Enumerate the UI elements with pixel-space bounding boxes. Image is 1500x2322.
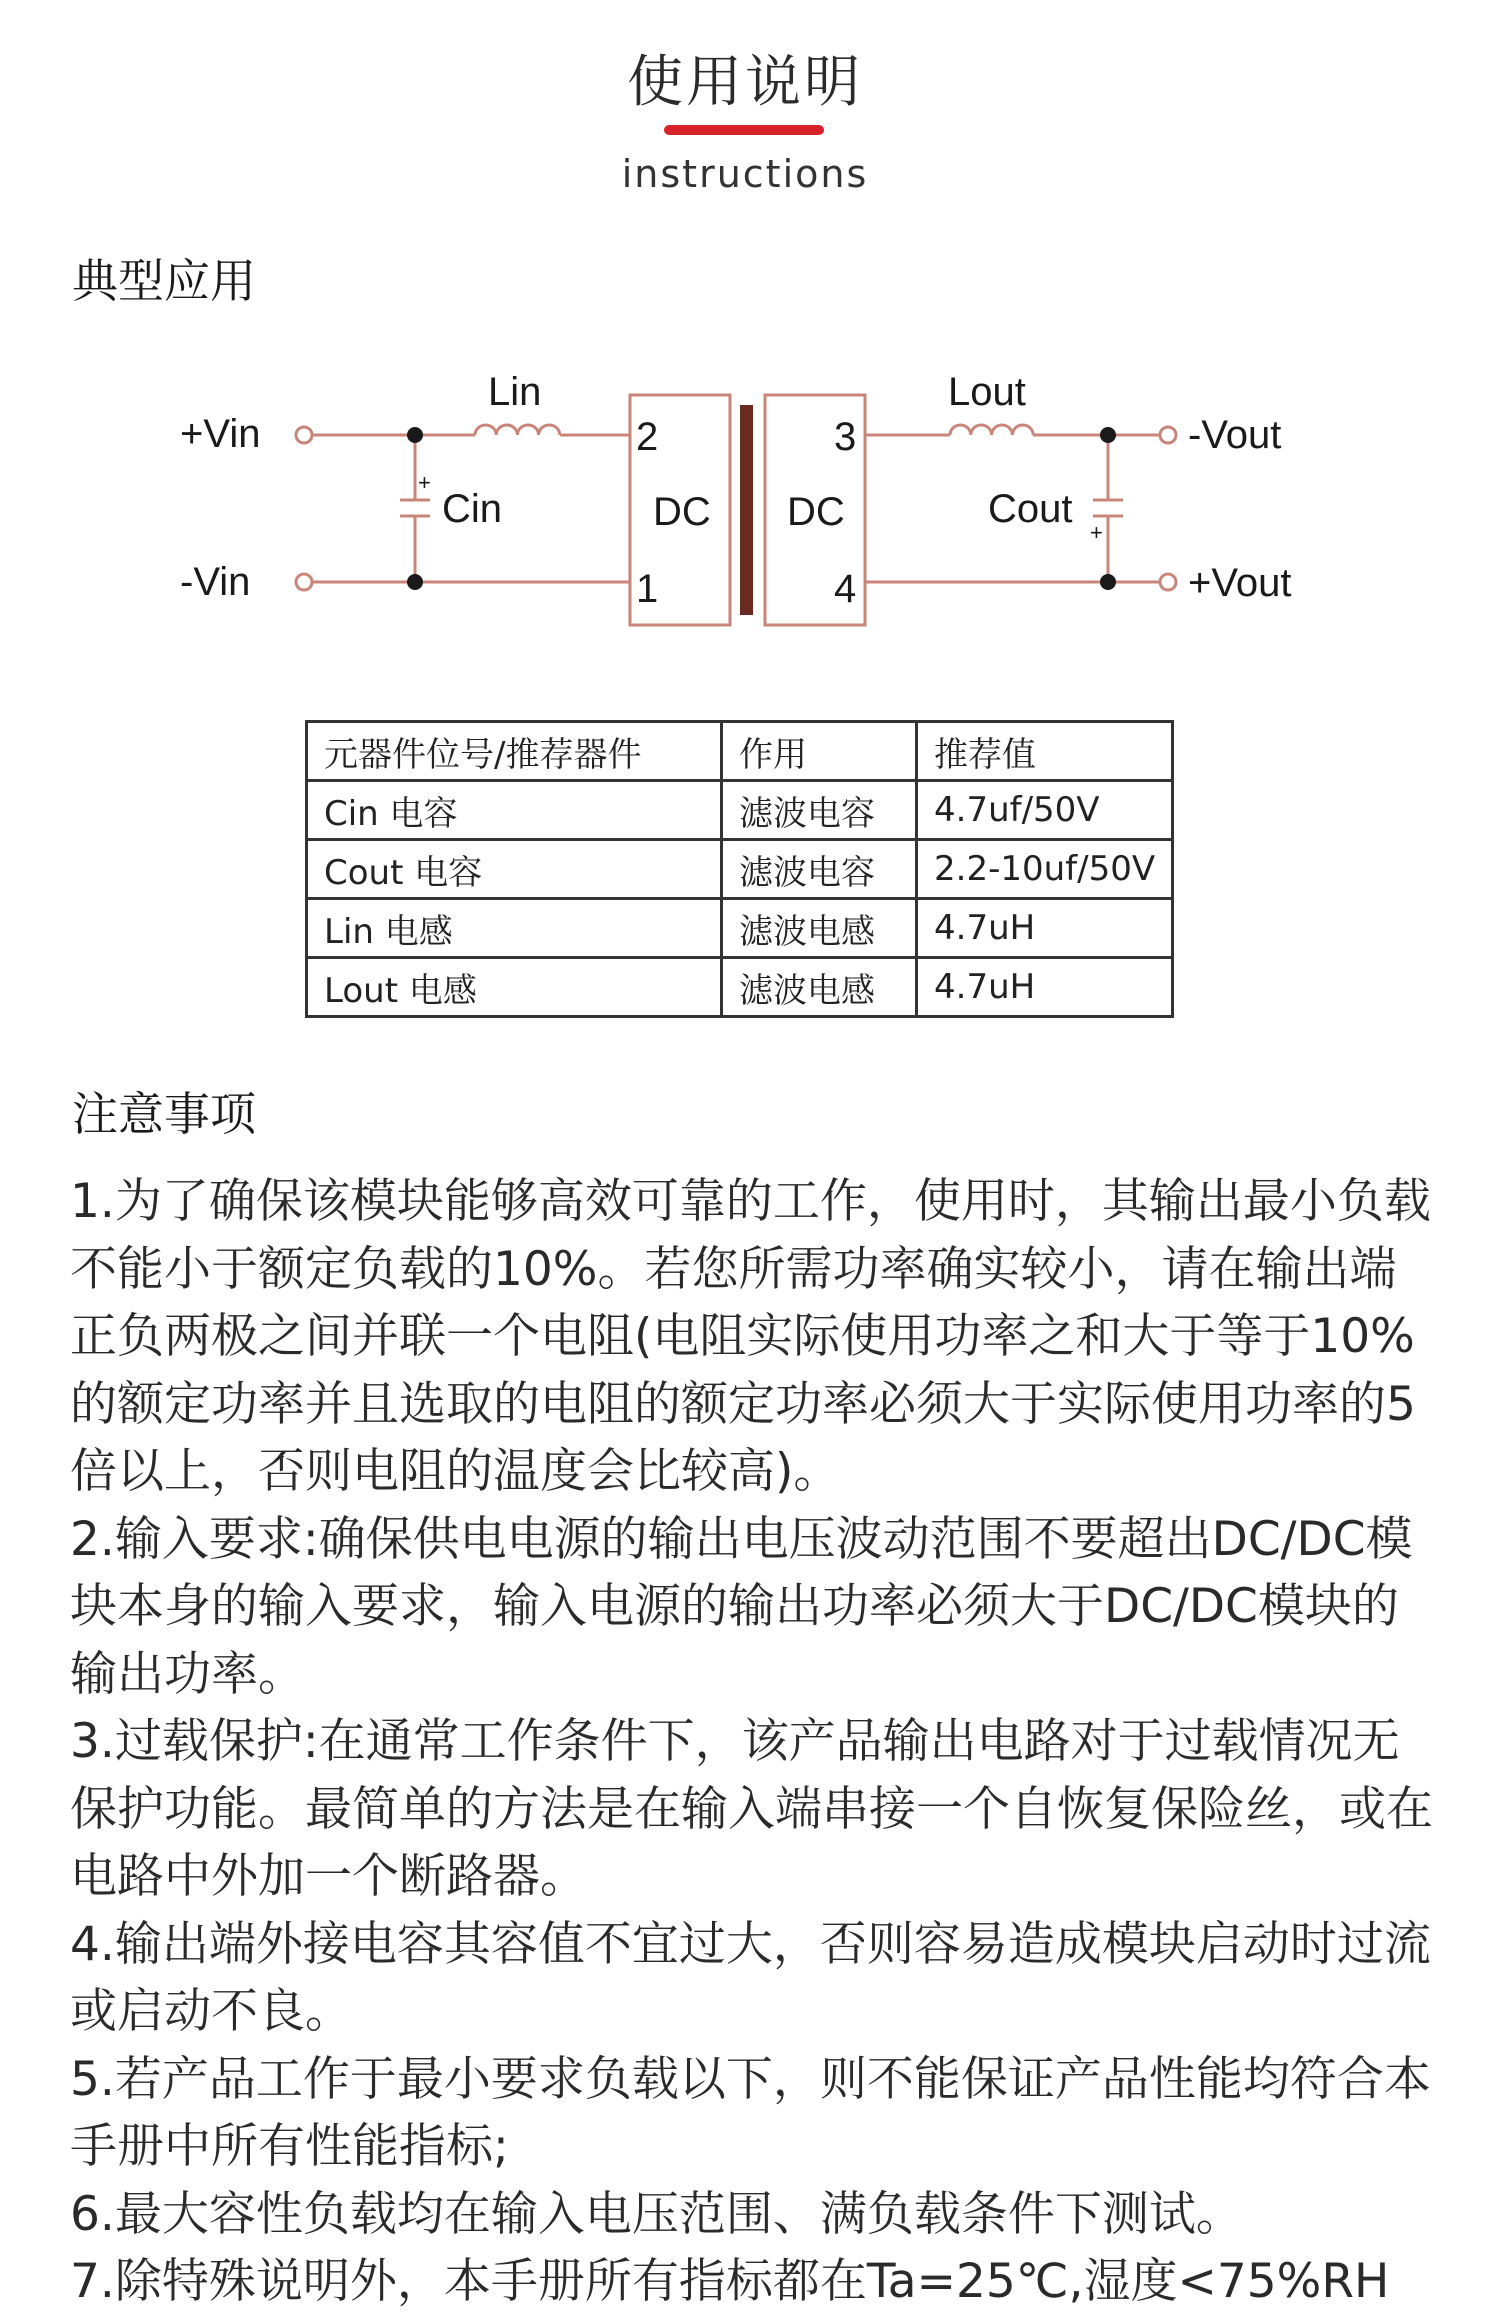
label-lout: Lout bbox=[948, 370, 1026, 414]
label-plus-vout: +Vout bbox=[1188, 561, 1292, 605]
table-cell: 2.2-10uf/50V bbox=[917, 840, 1173, 899]
cin-capacitor bbox=[400, 500, 430, 516]
table-cell: 滤波电容 bbox=[722, 840, 917, 899]
table-header-cell: 推荐值 bbox=[917, 722, 1173, 781]
table-cell: 滤波电感 bbox=[722, 899, 917, 958]
label-pin-3: 3 bbox=[834, 415, 857, 459]
table-cell: 4.7uf/50V bbox=[917, 781, 1173, 840]
note-item: 1.为了确保该模块能够高效可靠的工作，使用时，其输出最小负载不能小于额定负载的10%。若您所需功率确实较小，请在输出端正负两极之间并联一个电阻(电阻实际使用功率之和大于等于10%的额定功率并且选取的电阻的额定功率必须大于实际使用功率的5倍以上，否则电阻的温度会比较高)。 bbox=[70, 1174, 1431, 1499]
table-header-cell: 元器件位号/推荐器件 bbox=[307, 722, 722, 781]
minus-vin-terminal bbox=[296, 574, 312, 590]
table-cell: 4.7uH bbox=[917, 958, 1173, 1017]
table-cell: Lin 电感 bbox=[307, 899, 722, 958]
table-cell: Lout 电感 bbox=[307, 958, 722, 1017]
label-pin-4: 4 bbox=[834, 567, 857, 611]
table-cell: Cin 电容 bbox=[307, 781, 722, 840]
cout-capacitor bbox=[1093, 500, 1123, 516]
label-dc-left: DC bbox=[653, 490, 711, 534]
plus-vout-terminal bbox=[1160, 574, 1176, 590]
table-cell: 4.7uH bbox=[917, 899, 1173, 958]
plus-vin-terminal bbox=[296, 427, 312, 443]
table-row bbox=[307, 781, 1173, 840]
component-table bbox=[305, 720, 1174, 1018]
table-header-row bbox=[307, 722, 1173, 781]
label-pin-1: 1 bbox=[636, 567, 659, 611]
transformer-core bbox=[740, 405, 753, 615]
table-cell: 滤波电感 bbox=[722, 958, 917, 1017]
note-item: 7.除特殊说明外，本手册所有指标都在Ta=25℃,湿度<75%RH bbox=[70, 2254, 1390, 2309]
label-cin-plus: + bbox=[418, 470, 431, 495]
circuit-diagram bbox=[160, 350, 1340, 650]
label-plus-vin: +Vin bbox=[180, 412, 261, 456]
table-cell: 滤波电容 bbox=[722, 781, 917, 840]
label-minus-vin: -Vin bbox=[180, 560, 251, 604]
note-item: 6.最大容性负载均在输入电压范围、满负载条件下测试。 bbox=[70, 2186, 1243, 2242]
note-item: 5.若产品工作于最小要求负载以下，则不能保证产品性能均符合本手册中所有性能指标; bbox=[70, 2051, 1431, 2174]
notes-list bbox=[70, 1168, 1440, 2322]
note-item: 3.过载保护:在通常工作条件下，该产品输出电路对于过载情况无保护功能。最简单的方法是在输入端串接一个自恢复保险丝，或在电路中外加一个断路器。 bbox=[70, 1714, 1433, 1904]
label-pin-2: 2 bbox=[636, 415, 659, 459]
label-minus-vout: -Vout bbox=[1188, 413, 1282, 457]
notes-heading: 注意事项 bbox=[72, 1087, 256, 1141]
note-item: 4.输出端外接电容其容值不宜过大，否则容易造成模块启动时过流或启动不良。 bbox=[70, 1916, 1431, 2039]
label-cout: Cout bbox=[988, 487, 1073, 531]
minus-vout-terminal bbox=[1160, 427, 1176, 443]
table-row bbox=[307, 899, 1173, 958]
table-header-cell: 作用 bbox=[722, 722, 917, 781]
lin-inductor bbox=[475, 425, 560, 435]
note-item: 2.输入要求:确保供电电源的输出电压波动范围不要超出DC/DC模块本身的输入要求，输入电源的输出功率必须大于DC/DC模块的输出功率。 bbox=[70, 1511, 1413, 1702]
page-subtitle: instructions bbox=[621, 152, 869, 196]
label-cin: Cin bbox=[442, 487, 503, 531]
table-row bbox=[307, 840, 1173, 899]
label-dc-right: DC bbox=[787, 490, 845, 534]
title-accent-bar bbox=[664, 125, 824, 135]
table-cell: Cout 电容 bbox=[307, 840, 722, 899]
label-cout-plus: + bbox=[1090, 520, 1103, 545]
typical-application-heading: 典型应用 bbox=[72, 254, 256, 308]
lout-inductor bbox=[950, 425, 1033, 435]
label-lin: Lin bbox=[488, 370, 542, 414]
page-title: 使用说明 bbox=[627, 50, 863, 115]
table-row bbox=[307, 958, 1173, 1017]
